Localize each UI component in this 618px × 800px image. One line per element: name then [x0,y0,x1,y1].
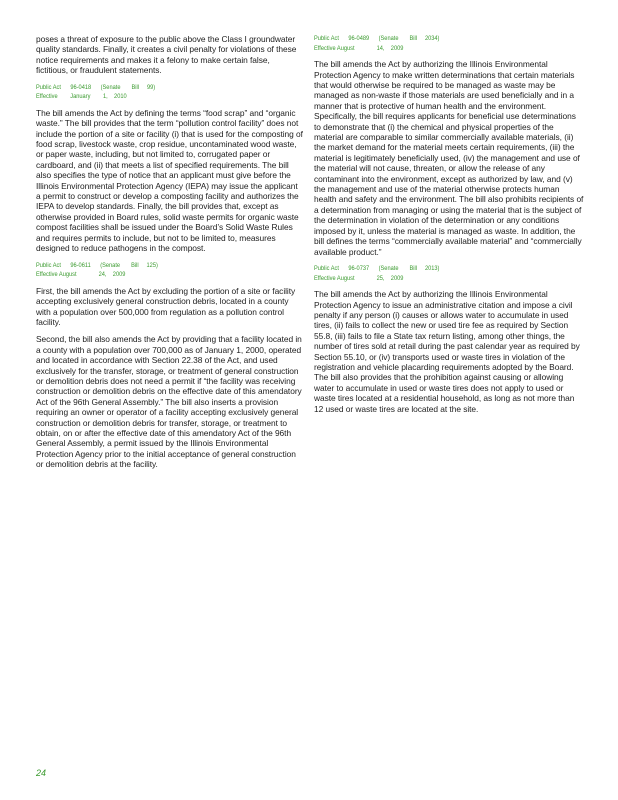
effective-date-line: Effective August 14, 2009 [314,44,404,52]
public-act-citation [36,261,303,280]
right-column [314,34,584,421]
effective-date-line: Effective August 25, 2009 [314,274,404,282]
effective-date-line: Effective August 24, 2009 [36,271,126,279]
public-act-line: Public Act 96-0737 (Senate Bill 2013) [314,264,440,272]
body-paragraph: poses a threat of exposure to the public above the Class I groundwater quality standards. Finally, it creates a civil penalty for violations of these notice requirements and makes it a felony to make certain false, fictitious, or fraudulent statements. [36,34,297,76]
public-act-line: Public Act 96-0611 (Senate Bill 125) [36,261,158,269]
public-act-citation [314,264,581,283]
public-act-citation [36,83,303,102]
body-paragraph: Second, the bill also amends the Act by providing that a facility located in a county with a population over 700,000 as of January 1, 2000, operated and located in accordance with Section 22.38 of the Act, and used exclusively for the transfer, storage, or treatment of general construction or demolition debris does not need a permit if “the facility was receiving construction or demolition debris on the effective date of this amendatory Act of the 96th General Assembly.” The bill also inserts a provision requiring an owner or operator of a facility accepting exclusively general construction or demolition debris for transfer, storage, or treatment to obtain, on or after the effective date of this amendatory Act of the 96th General Assembly, a permit issued by the Illinois Environmental Protection Agency prior to the initial acceptance of general construction or demolition debris at the facility. [36,334,302,470]
body-paragraph: The bill amends the Act by authorizing the Illinois Environmental Protection Agency to make written determinations that certain materials that would otherwise be required to be managed as waste may be managed as non-waste if those materials are used beneficially and in a manner that is protective of human health and the environment. Specifically, the bill requires applicants for beneficial use determinations to demonstrate that (i) the chemical and physical properties of the material are comparable to similar commercially available materials, (ii) the market demand for the material meets certain requirements, (iii) the material is legitimately beneficially used, (iv) the management and use of the material will not cause, threaten, or allow the release of any contaminant into the environment, except as authorized by law, and (v) the management and use of the material otherwise protects human health and safety and the environment. The bill also prohibits recipients of a determination from managing or using the material that is the subject of the determination in violation of the determination or any conditions imposed by it, unless the material is managed as waste. In addition, the bill defines the terms “commercially available material” and “commercially available product.” [314,59,584,257]
body-paragraph: First, the bill amends the Act by excluding the portion of a site or facility accepting exclusively general construction debris, located in a county with a population over 500,000 from regulation as a pollution control facility. [36,285,296,327]
body-paragraph: The bill amends the Act by defining the terms “food scrap” and “organic waste.” The bill provides that the term “pollution control facility” does not include the portion of a site or facility (i) that is used for the composting of food scrap, livestock waste, crop residue, uncontaminated wood waste, or paper waste, including, but not limited to, corrugated paper or cardboard, and (ii) that meets a list of specified requirements. The bill also specifies the type of notice that an applicant must give before the Illinois Environmental Protection Agency (IEPA) may issue the applicant a permit to construct or develop a composting facility and authorizes the IEPA to develop standards. Finally, the bill provides that, except as otherwise provided in Board rules, solid waste permits for organic waste compost facilities shall be issued under the Board’s Solid Waste Rules and requires permits to include, but not to be limited to, measures designed to reduce pathogens in the compost. [36,107,303,254]
page-number: 24 [36,768,47,778]
body-paragraph: The bill amends the Act by authorizing the Illinois Environmental Protection Agency to issue an administrative citation and impose a civil penalty if any person (i) causes or allows water to accumulate in used tires, (ii) fails to collect the new or used tire fee as required by Section 55.8, (iii) fails to file a State tax return listing, among other things, the number of tires sold at retail during the past calendar year as required by Section 55.10, or (iv) transports used or waste tires in violation of the registration and vehicle placarding requirements adopted by the Board. The bill also provides that the prohibition against causing or allowing water to accumulate in used or waste tires does not apply to used or waste tires located at a residential household, as long as not more than 12 used or waste tires are located at the site. [314,289,580,414]
public-act-line: Public Act 96-0489 (Senate Bill 2034) [314,35,440,42]
public-act-citation [314,34,581,53]
public-act-line: Public Act 96-0418 (Senate Bill 99) [36,83,156,91]
effective-date-line: Effective January 1, 2010 [36,93,127,101]
left-column [36,34,304,477]
